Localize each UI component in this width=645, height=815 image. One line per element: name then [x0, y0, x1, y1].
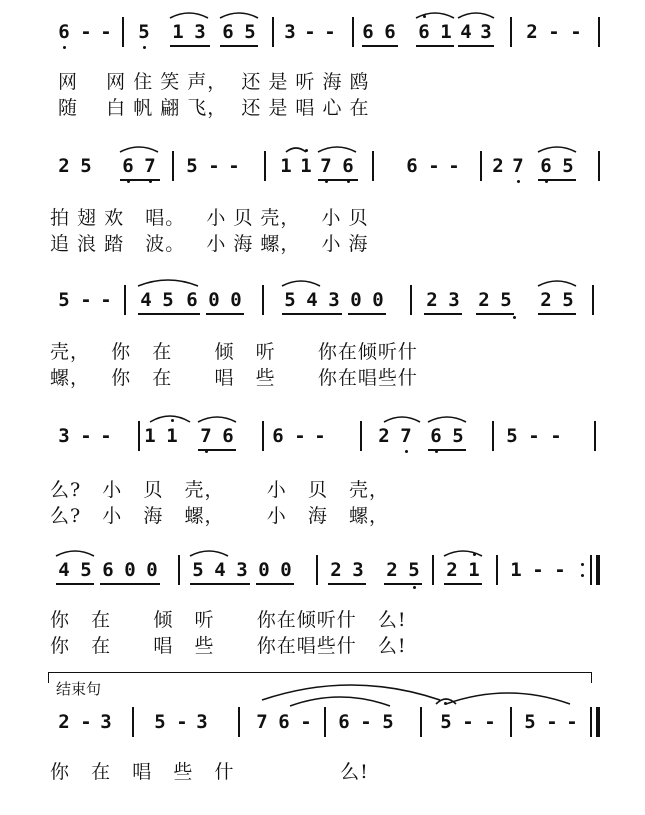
note-s5-18: - — [554, 559, 566, 581]
tie-inner — [290, 697, 390, 706]
note-s6-1: - — [80, 711, 92, 733]
slur-s2 — [286, 148, 306, 152]
note-s5-5: 5 — [192, 559, 204, 581]
barline-s2 — [172, 151, 174, 181]
note-s6-10: - — [360, 711, 372, 733]
note-s6-8: - — [300, 711, 312, 733]
slur-s1 — [220, 13, 258, 18]
note-s3-8: 5 — [284, 289, 296, 311]
note-s1-0: 6 — [58, 21, 70, 43]
note-s1-18: - — [548, 21, 560, 43]
barline-s3 — [124, 285, 126, 315]
note-s3-6: 0 — [208, 289, 220, 311]
note-s3-17: 2 — [540, 289, 552, 311]
beam-s3 — [424, 313, 462, 315]
beam-s5 — [328, 583, 366, 585]
note-s3-3: 4 — [140, 289, 152, 311]
barline-s5 — [178, 555, 180, 585]
beam-s5 — [56, 583, 94, 585]
note-s4-3: 1 — [144, 425, 156, 447]
note-s5-12: 2 — [386, 559, 398, 581]
low-dot — [127, 180, 130, 183]
note-s3-11: 0 — [350, 289, 362, 311]
note-s3-18: 5 — [562, 289, 574, 311]
high-dot — [171, 419, 174, 422]
barline-s2 — [264, 151, 266, 181]
barline-s2 — [480, 151, 482, 181]
slur-s5 — [444, 551, 482, 556]
barline-s4 — [138, 421, 140, 451]
lyric-line-2a: 拍 翅 欢 唱。 小 贝 壳， 小 贝 — [50, 207, 369, 229]
note-s3-10: 3 — [328, 289, 340, 311]
note-s2-14: 2 — [492, 155, 504, 177]
note-s5-17: - — [532, 559, 544, 581]
lyric-line-5b: 你 在 唱 些 你在唱些什 么! — [50, 635, 407, 657]
note-s4-0: 3 — [58, 425, 70, 447]
barline-s1 — [510, 17, 512, 47]
slur-s5 — [190, 551, 228, 556]
note-s2-13: - — [448, 155, 460, 177]
low-dot — [517, 180, 520, 183]
note-s6-5: 3 — [196, 711, 208, 733]
barline-s5 — [432, 555, 434, 585]
beam-s3 — [282, 313, 342, 315]
repeat-dot — [581, 574, 584, 577]
note-s1-4: 1 — [172, 21, 184, 43]
slur-s4 — [198, 417, 236, 422]
beam-s1 — [220, 45, 258, 47]
end-barline-thin — [590, 707, 592, 737]
slur-s2 — [318, 147, 356, 152]
final-barline-thin — [590, 555, 592, 585]
note-s4-9: - — [314, 425, 326, 447]
note-s3-15: 2 — [478, 289, 490, 311]
barline-s3 — [592, 285, 594, 315]
beam-s2 — [318, 179, 358, 181]
note-s1-16: 3 — [480, 21, 492, 43]
barline-s2 — [372, 151, 374, 181]
beam-s2 — [120, 179, 160, 181]
barline-s1 — [598, 17, 600, 47]
note-s2-6: - — [228, 155, 240, 177]
note-s5-1: 5 — [80, 559, 92, 581]
note-s5-13: 5 — [408, 559, 420, 581]
slur-s3 — [138, 280, 198, 286]
low-dot — [149, 180, 152, 183]
note-s1-11: 6 — [362, 21, 374, 43]
barline-s2 — [598, 151, 600, 181]
note-s3-2: - — [100, 289, 112, 311]
note-s1-6: 6 — [222, 21, 234, 43]
high-dot — [473, 553, 476, 556]
barline-s6 — [132, 707, 134, 737]
note-s6-14: - — [484, 711, 496, 733]
beam-s5 — [256, 583, 294, 585]
low-dot — [325, 180, 328, 183]
lyric-line-1b: 随 白 帆 翩 飞， 还 是 唱 心 在 — [58, 97, 370, 119]
slur-s1 — [170, 13, 208, 18]
note-s3-12: 0 — [372, 289, 384, 311]
note-s2-3: 7 — [144, 155, 156, 177]
slur-s5 — [56, 551, 94, 556]
note-s2-0: 2 — [58, 155, 70, 177]
beam-s5 — [444, 583, 482, 585]
high-dot — [305, 149, 308, 152]
tie-end — [446, 693, 570, 704]
note-s2-12: - — [428, 155, 440, 177]
beam-s4 — [428, 449, 466, 451]
note-s3-5: 6 — [186, 289, 198, 311]
barline-s4 — [492, 421, 494, 451]
barline-s5 — [316, 555, 318, 585]
slur-s1 — [458, 13, 494, 18]
slur-s3 — [538, 281, 576, 286]
note-s3-13: 2 — [426, 289, 438, 311]
slur-s2 — [120, 147, 158, 152]
final-barline-thick — [596, 555, 600, 585]
note-s6-0: 2 — [58, 711, 70, 733]
barline-s6 — [510, 707, 512, 737]
beam-s3 — [348, 313, 386, 315]
note-s1-17: 2 — [526, 21, 538, 43]
barline-s3 — [262, 285, 264, 315]
note-s2-8: 1 — [300, 155, 312, 177]
note-s4-6: 6 — [222, 425, 234, 447]
note-s5-2: 6 — [102, 559, 114, 581]
note-s4-15: - — [528, 425, 540, 447]
slur-s3 — [282, 281, 320, 286]
note-s5-9: 0 — [280, 559, 292, 581]
low-dot — [143, 46, 146, 49]
barline-s1 — [352, 17, 354, 47]
high-dot — [423, 15, 426, 18]
note-s4-1: - — [80, 425, 92, 447]
note-s1-13: 6 — [418, 21, 430, 43]
note-s6-13: - — [462, 711, 474, 733]
note-s6-11: 5 — [382, 711, 394, 733]
note-s3-7: 0 — [230, 289, 242, 311]
low-dot — [545, 180, 548, 183]
note-s4-8: - — [294, 425, 306, 447]
note-s4-14: 5 — [506, 425, 518, 447]
slur-s4 — [384, 417, 420, 422]
note-s2-1: 5 — [80, 155, 92, 177]
note-s6-15: 5 — [524, 711, 536, 733]
note-s4-16: - — [550, 425, 562, 447]
note-s1-8: 3 — [284, 21, 296, 43]
lyric-line-2b: 追 浪 踏 波。 小 海 螺， 小 海 — [50, 233, 369, 255]
note-s1-19: - — [570, 21, 582, 43]
note-s2-7: 1 — [280, 155, 292, 177]
note-s4-2: - — [100, 425, 112, 447]
barline-s4 — [360, 421, 362, 451]
slur-s4 — [428, 417, 466, 422]
slur-s2 — [538, 147, 576, 152]
note-s4-7: 6 — [272, 425, 284, 447]
note-s5-15: 1 — [468, 559, 480, 581]
barline-s1 — [272, 17, 274, 47]
note-s3-0: 5 — [58, 289, 70, 311]
beam-s5 — [384, 583, 422, 585]
note-s6-3: 5 — [154, 711, 166, 733]
note-s4-5: 7 — [200, 425, 212, 447]
coda-label: 结束句 — [56, 680, 102, 698]
note-s6-7: 6 — [278, 711, 290, 733]
lyric-line-5a: 你 在 倾 听 你在倾听什 么! — [50, 609, 407, 631]
coda-bracket — [48, 672, 592, 683]
note-s3-1: - — [80, 289, 92, 311]
fermata-dot — [444, 702, 447, 705]
note-s5-6: 4 — [214, 559, 226, 581]
low-dot — [347, 180, 350, 183]
low-dot — [205, 450, 208, 453]
note-s3-16: 5 — [500, 289, 512, 311]
barline-s1 — [122, 17, 124, 47]
note-s6-2: 3 — [100, 711, 112, 733]
beam-s5 — [100, 583, 160, 585]
note-s5-16: 1 — [510, 559, 522, 581]
note-s2-17: 5 — [562, 155, 574, 177]
repeat-dot — [581, 563, 584, 566]
note-s1-9: - — [304, 21, 316, 43]
note-s4-4: 1 — [166, 425, 178, 447]
note-s5-14: 2 — [446, 559, 458, 581]
barline-s5 — [496, 555, 498, 585]
note-s6-12: 5 — [440, 711, 452, 733]
low-dot — [63, 46, 66, 49]
beam-s5 — [190, 583, 250, 585]
low-dot — [413, 586, 416, 589]
note-s4-13: 5 — [452, 425, 464, 447]
beam-s1 — [170, 45, 210, 47]
barline-s6 — [324, 707, 326, 737]
note-s2-15: 7 — [512, 155, 524, 177]
note-s1-5: 3 — [194, 21, 206, 43]
lyric-line-4b: 么? 小 海 螺， 小 海 螺， — [50, 505, 390, 527]
slur-s1 — [416, 13, 454, 18]
note-s5-10: 2 — [330, 559, 342, 581]
note-s1-2: - — [100, 21, 112, 43]
low-dot — [513, 316, 516, 319]
note-s1-1: - — [80, 21, 92, 43]
low-dot — [435, 450, 438, 453]
beam-s1 — [458, 45, 494, 47]
note-s1-3: 5 — [138, 21, 150, 43]
note-s4-12: 6 — [430, 425, 442, 447]
note-s2-2: 6 — [122, 155, 134, 177]
note-s3-4: 5 — [162, 289, 174, 311]
beam-s3 — [476, 313, 514, 315]
note-s6-6: 7 — [256, 711, 268, 733]
tie-long — [262, 685, 440, 700]
note-s4-10: 2 — [378, 425, 390, 447]
low-dot — [405, 450, 408, 453]
note-s2-16: 6 — [540, 155, 552, 177]
note-s1-10: - — [324, 21, 336, 43]
note-s5-0: 4 — [58, 559, 70, 581]
note-s5-3: 0 — [124, 559, 136, 581]
barline-s4 — [594, 421, 596, 451]
note-s1-15: 4 — [460, 21, 472, 43]
note-s4-11: 7 — [400, 425, 412, 447]
note-s2-9: 7 — [320, 155, 332, 177]
note-s5-11: 3 — [352, 559, 364, 581]
note-s3-14: 3 — [448, 289, 460, 311]
note-s5-7: 3 — [236, 559, 248, 581]
note-s3-9: 4 — [306, 289, 318, 311]
barline-s6 — [238, 707, 240, 737]
lyric-line-3b: 螺， 你 在 唱 些 你在唱些什 — [50, 367, 418, 389]
note-s5-8: 0 — [258, 559, 270, 581]
beam-s3 — [206, 313, 244, 315]
note-s2-10: 6 — [342, 155, 354, 177]
note-s1-7: 5 — [244, 21, 256, 43]
beam-s3 — [138, 313, 200, 315]
barline-s6 — [420, 707, 422, 737]
note-s1-14: 1 — [440, 21, 452, 43]
end-barline-thick — [596, 707, 600, 737]
note-s6-4: - — [176, 711, 188, 733]
lyric-line-6a: 你 在 唱 些 什 么! — [50, 761, 369, 783]
note-s2-5: - — [208, 155, 220, 177]
barline-s4 — [262, 421, 264, 451]
note-s6-9: 6 — [338, 711, 350, 733]
note-s6-16: - — [546, 711, 558, 733]
note-s5-4: 0 — [146, 559, 158, 581]
note-s6-17: - — [566, 711, 578, 733]
beam-s2 — [538, 179, 576, 181]
beam-s3 — [538, 313, 576, 315]
lyric-line-1a: 网 网 住 笑 声， 还 是 听 海 鸥 — [58, 71, 370, 93]
beam-s4 — [198, 449, 236, 451]
note-s2-11: 6 — [406, 155, 418, 177]
lyric-line-3a: 壳， 你 在 倾 听 你在倾听什 — [50, 341, 418, 363]
barline-s3 — [410, 285, 412, 315]
note-s2-4: 5 — [186, 155, 198, 177]
beam-s1 — [362, 45, 398, 47]
lyric-line-4a: 么? 小 贝 壳， 小 贝 壳， — [50, 479, 390, 501]
note-s1-12: 6 — [384, 21, 396, 43]
beam-s1 — [416, 45, 454, 47]
slur-s4 — [150, 416, 190, 422]
